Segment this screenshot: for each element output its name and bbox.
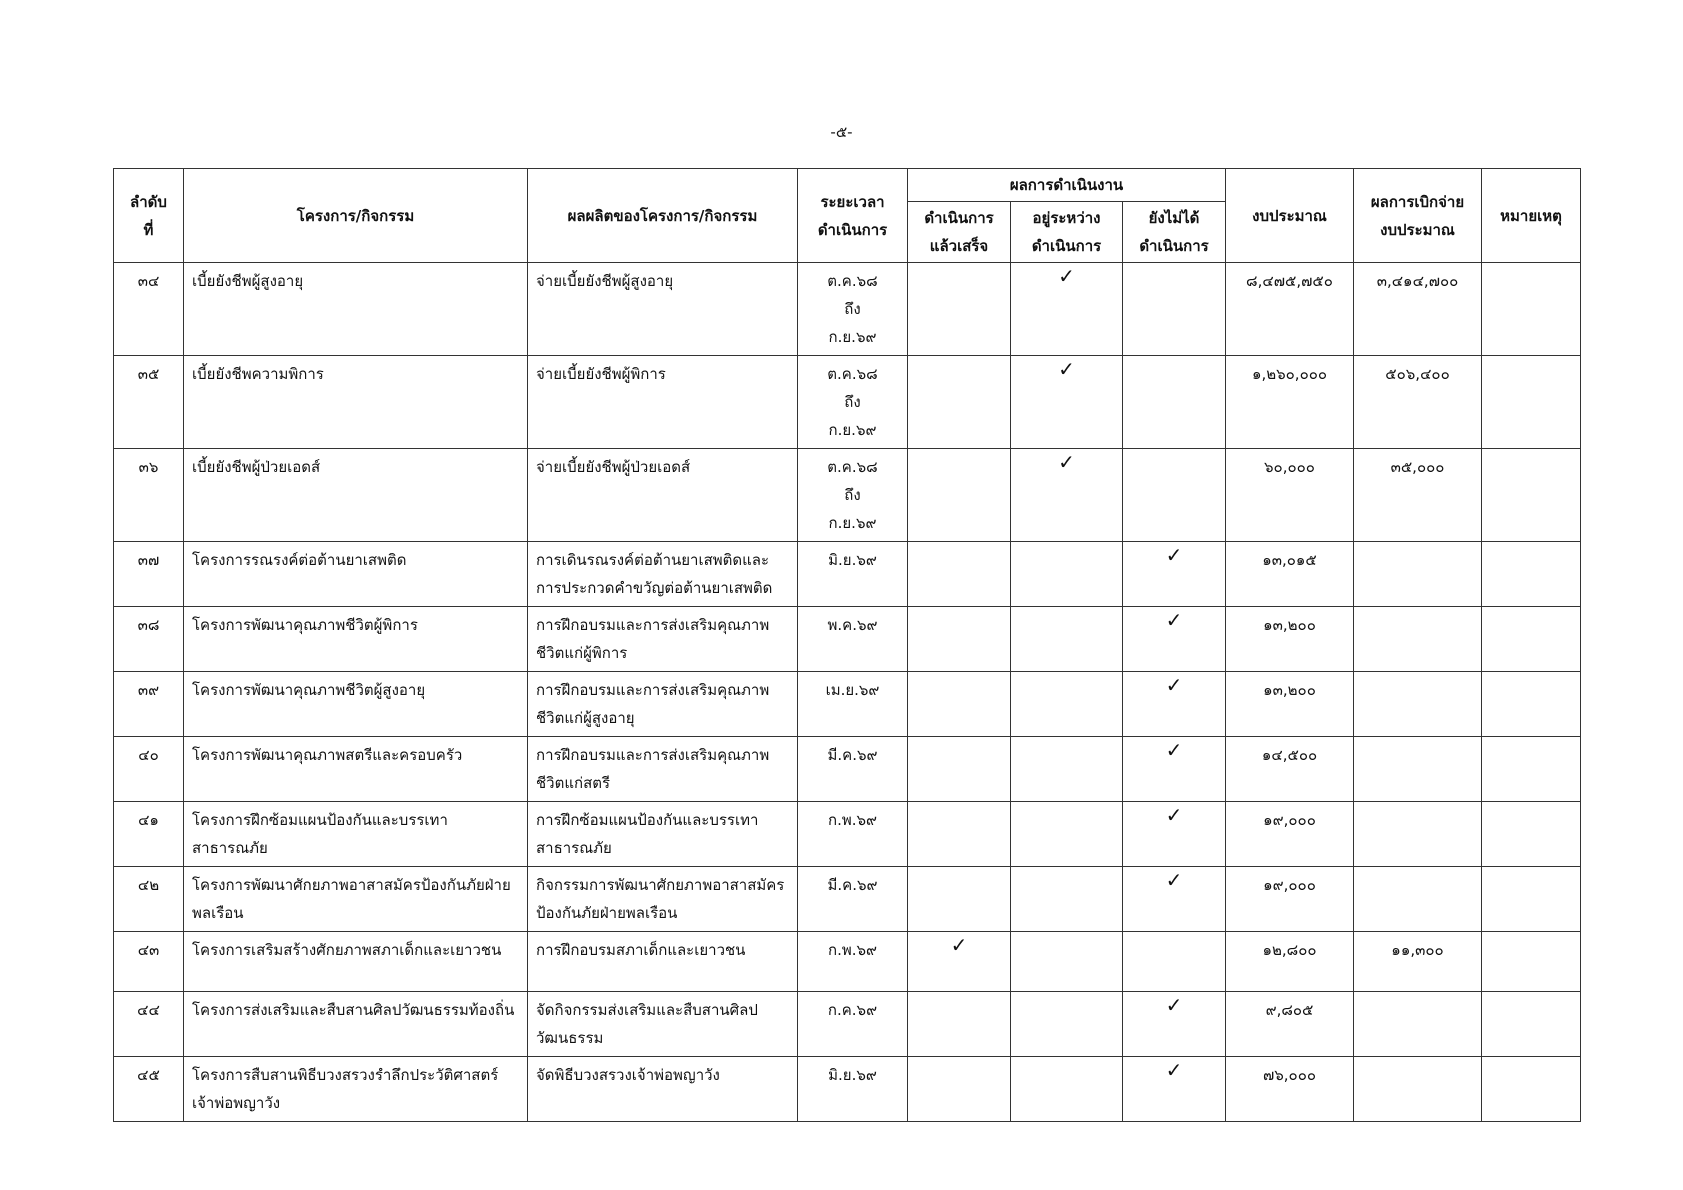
row-in-progress: [1011, 672, 1123, 737]
check-mark-icon: ✓: [1165, 673, 1183, 697]
row-in-progress: [1011, 263, 1123, 356]
header-output: ผลผลิตของโครงการ/กิจกรรม: [528, 169, 798, 263]
row-remark: [1482, 449, 1581, 542]
row-output: จ่ายเบี้ยยังชีพผู้พิการ: [528, 356, 798, 449]
row-remark: [1482, 356, 1581, 449]
check-mark-icon: ✓: [1165, 543, 1183, 567]
row-disbursed: [1354, 992, 1482, 1057]
header-no: ลำดับ ที่: [114, 169, 184, 263]
row-disbursed: [1354, 672, 1482, 737]
row-in-progress: [1011, 449, 1123, 542]
row-done: [908, 932, 1011, 992]
row-budget: ๘,๔๗๕,๗๕๐: [1226, 263, 1354, 356]
row-budget: ๑,๒๖๐,๐๐๐: [1226, 356, 1354, 449]
row-no: ๓๕: [114, 356, 184, 449]
row-remark: [1482, 607, 1581, 672]
row-not-started: [1123, 263, 1226, 356]
check-mark-icon: ✓: [1165, 868, 1183, 892]
row-budget: ๑๓,๐๑๕: [1226, 542, 1354, 607]
row-not-started: [1123, 607, 1226, 672]
table-row: [114, 449, 1581, 542]
row-not-started: [1123, 542, 1226, 607]
row-no: ๔๐: [114, 737, 184, 802]
table-row: [114, 737, 1581, 802]
check-mark-icon: ✓: [1165, 608, 1183, 632]
row-output: การฝึกอบรมและการส่งเสริมคุณภาพชีวิตแก่สตรี: [528, 737, 798, 802]
header-disbursed: ผลการเบิกจ่าย งบประมาณ: [1354, 169, 1482, 263]
row-in-progress: [1011, 737, 1123, 802]
row-period: มี.ค.๖๙: [798, 737, 908, 802]
row-period: พ.ค.๖๙: [798, 607, 908, 672]
check-mark-icon: ✓: [1058, 264, 1075, 288]
check-mark-icon: ✓: [950, 933, 968, 957]
project-table: [113, 168, 1581, 1122]
row-output: การฝึกซ้อมแผนป้องกันและบรรเทาสาธารณภัย: [528, 802, 798, 867]
row-not-started: [1123, 1057, 1226, 1122]
header-result: ผลการดำเนินงาน: [908, 169, 1226, 202]
row-remark: [1482, 737, 1581, 802]
row-done: [908, 1057, 1011, 1122]
table-row: [114, 607, 1581, 672]
row-period: ก.พ.๖๙: [798, 802, 908, 867]
row-in-progress: [1011, 932, 1123, 992]
row-output: การเดินรณรงค์ต่อต้านยาเสพติดและการประกวดคำขวัญต่อต้านยาเสพติด: [528, 542, 798, 607]
row-output: จ่ายเบี้ยยังชีพผู้ป่วยเอดส์: [528, 449, 798, 542]
row-done: [908, 672, 1011, 737]
row-budget: ๑๓,๒๐๐: [1226, 607, 1354, 672]
row-done: [908, 356, 1011, 449]
table-row: [114, 672, 1581, 737]
row-project: โครงการส่งเสริมและสืบสานศิลปวัฒนธรรมท้องถิ่น: [184, 992, 528, 1057]
header-project: โครงการ/กิจกรรม: [184, 169, 528, 263]
header-period: ระยะเวลา ดำเนินการ: [798, 169, 908, 263]
row-budget: ๑๓,๒๐๐: [1226, 672, 1354, 737]
row-project: เบี้ยยังชีพผู้สูงอายุ: [184, 263, 528, 356]
row-output: การฝึกอบรมและการส่งเสริมคุณภาพชีวิตแก่ผู้พิการ: [528, 607, 798, 672]
row-project: โครงการพัฒนาคุณภาพชีวิตผู้สูงอายุ: [184, 672, 528, 737]
row-output: จ่ายเบี้ยยังชีพผู้สูงอายุ: [528, 263, 798, 356]
row-done: [908, 992, 1011, 1057]
row-period: ต.ค.๖๘ ถึง ก.ย.๖๙: [798, 449, 908, 542]
row-remark: [1482, 542, 1581, 607]
row-project: เบี้ยยังชีพผู้ป่วยเอดส์: [184, 449, 528, 542]
row-no: ๔๕: [114, 1057, 184, 1122]
row-in-progress: [1011, 542, 1123, 607]
row-in-progress: [1011, 607, 1123, 672]
row-remark: [1482, 932, 1581, 992]
row-not-started: [1123, 992, 1226, 1057]
row-no: ๔๓: [114, 932, 184, 992]
header-in-progress: อยู่ระหว่าง ดำเนินการ: [1011, 202, 1123, 263]
row-budget: ๖๐,๐๐๐: [1226, 449, 1354, 542]
row-no: ๔๒: [114, 867, 184, 932]
row-in-progress: [1011, 992, 1123, 1057]
row-remark: [1482, 672, 1581, 737]
row-in-progress: [1011, 802, 1123, 867]
row-budget: ๑๙,๐๐๐: [1226, 802, 1354, 867]
row-not-started: [1123, 802, 1226, 867]
row-disbursed: [1354, 542, 1482, 607]
table-row: [114, 542, 1581, 607]
check-mark-icon: ✓: [1165, 803, 1183, 827]
row-disbursed: [1354, 802, 1482, 867]
row-budget: ๑๔,๕๐๐: [1226, 737, 1354, 802]
row-disbursed: [1354, 607, 1482, 672]
row-budget: ๑๙,๐๐๐: [1226, 867, 1354, 932]
row-period: ก.พ.๖๙: [798, 932, 908, 992]
row-remark: [1482, 802, 1581, 867]
check-mark-icon: ✓: [1058, 357, 1075, 381]
row-budget: ๑๒,๘๐๐: [1226, 932, 1354, 992]
table-row: [114, 992, 1581, 1057]
row-project: โครงการรณรงค์ต่อต้านยาเสพติด: [184, 542, 528, 607]
row-budget: ๗๖,๐๐๐: [1226, 1057, 1354, 1122]
table-row: [114, 802, 1581, 867]
row-not-started: [1123, 867, 1226, 932]
row-done: [908, 607, 1011, 672]
row-disbursed: [1354, 867, 1482, 932]
row-no: ๓๗: [114, 542, 184, 607]
row-period: มิ.ย.๖๙: [798, 542, 908, 607]
row-output: การฝึกอบรมสภาเด็กและเยาวชน: [528, 932, 798, 992]
row-project: โครงการฝึกซ้อมแผนป้องกันและบรรเทาสาธารณภัย: [184, 802, 528, 867]
row-disbursed: [1354, 737, 1482, 802]
row-no: ๔๑: [114, 802, 184, 867]
row-no: ๓๘: [114, 607, 184, 672]
row-not-started: [1123, 672, 1226, 737]
row-period: ก.ค.๖๙: [798, 992, 908, 1057]
row-in-progress: [1011, 1057, 1123, 1122]
table-row: [114, 263, 1581, 356]
row-no: ๔๔: [114, 992, 184, 1057]
row-disbursed: [1354, 1057, 1482, 1122]
row-budget: ๙,๘๐๕: [1226, 992, 1354, 1057]
row-period: ต.ค.๖๘ ถึง ก.ย.๖๙: [798, 356, 908, 449]
row-output: จัดพิธีบวงสรวงเจ้าพ่อพญาวัง: [528, 1057, 798, 1122]
row-disbursed: ๓,๔๑๔,๗๐๐: [1354, 263, 1482, 356]
row-period: มี.ค.๖๙: [798, 867, 908, 932]
row-done: [908, 867, 1011, 932]
header-remark: หมายเหตุ: [1482, 169, 1581, 263]
row-not-started: [1123, 356, 1226, 449]
row-no: ๓๔: [114, 263, 184, 356]
row-in-progress: [1011, 867, 1123, 932]
row-done: [908, 449, 1011, 542]
row-project: โครงการพัฒนาคุณภาพชีวิตผู้พิการ: [184, 607, 528, 672]
row-period: เม.ย.๖๙: [798, 672, 908, 737]
row-in-progress: [1011, 356, 1123, 449]
row-output: การฝึกอบรมและการส่งเสริมคุณภาพชีวิตแก่ผู้สูงอายุ: [528, 672, 798, 737]
check-mark-icon: ✓: [1165, 993, 1183, 1017]
row-remark: [1482, 1057, 1581, 1122]
row-no: ๓๖: [114, 449, 184, 542]
row-done: [908, 737, 1011, 802]
table-row: [114, 1057, 1581, 1122]
row-period: มิ.ย.๖๙: [798, 1057, 908, 1122]
row-period: ต.ค.๖๘ ถึง ก.ย.๖๙: [798, 263, 908, 356]
row-done: [908, 263, 1011, 356]
header-done: ดำเนินการ แล้วเสร็จ: [908, 202, 1011, 263]
row-project: เบี้ยยังชีพความพิการ: [184, 356, 528, 449]
row-no: ๓๙: [114, 672, 184, 737]
header-budget: งบประมาณ: [1226, 169, 1354, 263]
row-done: [908, 802, 1011, 867]
row-project: โครงการสืบสานพิธีบวงสรวงรำลึกประวัติศาสตร์เจ้าพ่อพญาวัง: [184, 1057, 528, 1122]
row-not-started: [1123, 449, 1226, 542]
row-not-started: [1123, 932, 1226, 992]
row-output: กิจกรรมการพัฒนาศักยภาพอาสาสมัครป้องกันภัยฝ่ายพลเรือน: [528, 867, 798, 932]
check-mark-icon: ✓: [1165, 738, 1183, 762]
row-disbursed: ๑๑,๓๐๐: [1354, 932, 1482, 992]
row-remark: [1482, 263, 1581, 356]
row-done: [908, 542, 1011, 607]
check-mark-icon: ✓: [1058, 450, 1075, 474]
row-not-started: [1123, 737, 1226, 802]
row-project: โครงการพัฒนาคุณภาพสตรีและครอบครัว: [184, 737, 528, 802]
check-mark-icon: ✓: [1165, 1058, 1183, 1082]
row-disbursed: ๓๕,๐๐๐: [1354, 449, 1482, 542]
row-remark: [1482, 992, 1581, 1057]
row-output: จัดกิจกรรมส่งเสริมและสืบสานศิลปวัฒนธรรม: [528, 992, 798, 1057]
table-row: [114, 867, 1581, 932]
header-not-started: ยังไม่ได้ ดำเนินการ: [1123, 202, 1226, 263]
row-project: โครงการเสริมสร้างศักยภาพสภาเด็กและเยาวชน: [184, 932, 528, 992]
row-disbursed: ๕๐๖,๔๐๐: [1354, 356, 1482, 449]
table-row: [114, 356, 1581, 449]
table-row: [114, 932, 1581, 992]
row-project: โครงการพัฒนาศักยภาพอาสาสมัครป้องกันภัยฝ่ายพลเรือน: [184, 867, 528, 932]
page-number: -๕-: [830, 123, 853, 141]
row-remark: [1482, 867, 1581, 932]
